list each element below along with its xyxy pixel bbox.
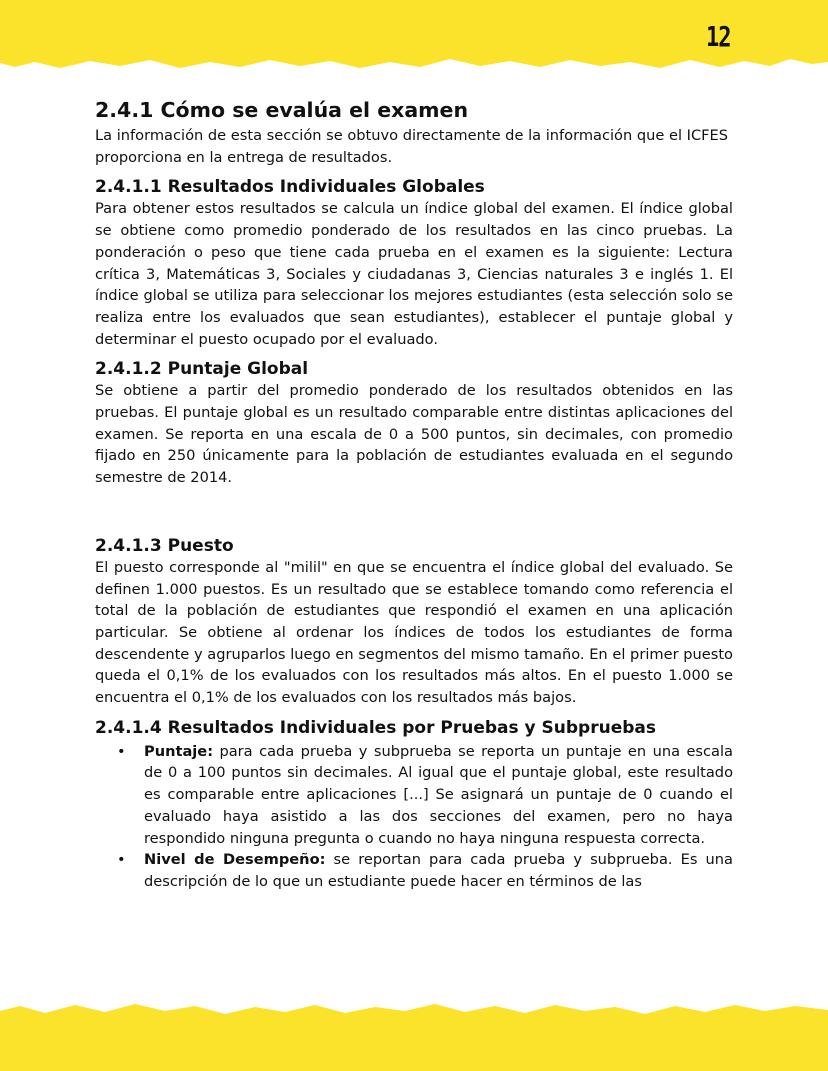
- bottom-brush-band: [0, 981, 828, 1071]
- top-brush-band: [0, 0, 828, 90]
- bullet-text: para cada prueba y subprueba se reporta un puntaje en una escala de 0 a 100 puntos sin decimales. Al igual que el puntaje global, este resultado es comparable entre aplicaciones [...] Se asignará un puntaje de 0 cuando el evaluado haya asistido a las dos secciones del examen, pero no haya respondido ninguna pregunta o cuando no haya ninguna respuesta correcta.: [144, 742, 733, 847]
- bottom-band-shape: [0, 1004, 828, 1071]
- top-band-shape: [0, 0, 828, 68]
- spacer: [95, 497, 733, 535]
- section-resultados-globales: [95, 176, 733, 350]
- subsection-heading: 2.4.1.2 Puntaje Global: [95, 359, 309, 380]
- subsection-heading: 2.4.1.1 Resultados Individuales Globales: [95, 177, 485, 198]
- section-paragraph: Se obtiene a partir del promedio ponderado de los resultados obtenidos en las pruebas. El puntaje global es un resultado comparable entre distintas aplicaciones del examen. Se reporta en una escala de 0 a 500 puntos, sin decimales, con promedio fijado en 250 únicamente para la población de estudiantes evaluada en el segundo semestre de 2014.: [95, 382, 733, 487]
- section-como-se-evalua: [95, 97, 733, 168]
- bullet-marker: •: [117, 851, 126, 869]
- section-pruebas-subpruebas: [95, 717, 733, 893]
- list-item: [95, 849, 733, 892]
- bullet-term: Nivel de Desempeño:: [144, 851, 326, 869]
- bullet-term: Puntaje:: [144, 742, 214, 760]
- page-number: 12: [706, 22, 731, 54]
- subsection-heading: 2.4.1.4 Resultados Individuales por Pruebas y Subpruebas: [95, 717, 656, 738]
- bullet-list: [95, 741, 733, 893]
- section-puntaje-global: [95, 358, 733, 489]
- document-body: [95, 97, 733, 901]
- list-item: [95, 741, 733, 850]
- section-puesto: [95, 535, 733, 709]
- section-paragraph: El puesto corresponde al "milil" en que se encuentra el índice global del evaluado. Se definen 1.000 puestos. Es un resultado que se establece tomando como referencia el total de la población de estudiantes que respondió el examen en una aplicación particular. Se obtiene al ordenar los índices de todos los estudiantes de forma descendente y agruparlos luego en segmentos del mismo tamaño. En el primer puesto queda el 0,1% de los evaluados con los resultados más altos. En el puesto 1.000 se encuentra el 0,1% de los evaluados con los resultados más bajos.: [95, 558, 733, 707]
- section-paragraph: La información de esta sección se obtuvo directamente de la información que el ICFES proporciona en la entrega de resultados.: [95, 127, 729, 166]
- section-heading: 2.4.1 Cómo se evalúa el examen: [95, 98, 469, 122]
- subsection-heading: 2.4.1.3 Puesto: [95, 535, 234, 556]
- section-paragraph: Para obtener estos resultados se calcula un índice global del examen. El índice global se obtiene como promedio ponderado de los resultados en las cinco pruebas. La ponderación o peso que tiene cada prueba en el examen es la siguiente: Lectura crítica 3, Matemáticas 3, Sociales y ciudadanas 3, Ciencias naturales 3 e inglés 1. El índice global se utiliza para seleccionar los mejores estudiantes (esta selección solo se realiza entre los evaluados que sean estudiantes), establecer el puntaje global y determinar el puesto ocupado por el evaluado.: [95, 200, 733, 348]
- bullet-text: se reportan para cada prueba y subprueba. Es una descripción de lo que un estudiante puede hacer en términos de las: [144, 851, 733, 890]
- bullet-marker: •: [117, 742, 126, 760]
